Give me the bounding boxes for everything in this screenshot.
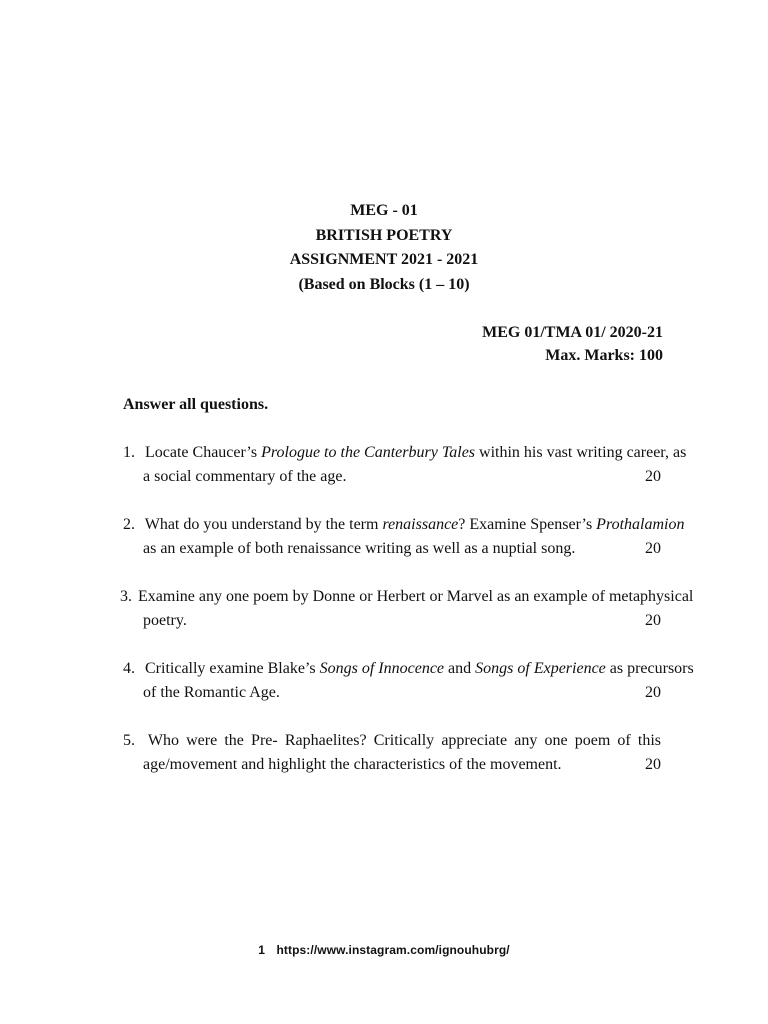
question-text: ? Examine Spenser’s bbox=[458, 516, 597, 533]
question-item bbox=[123, 729, 661, 776]
question-text: Who were the Pre- Raphaelites? Critically appreciate any one poem of this bbox=[147, 732, 662, 749]
question-number: 2. bbox=[123, 516, 135, 533]
question-item bbox=[123, 657, 694, 704]
assignment-title: ASSIGNMENT 2021 - 2021 bbox=[289, 251, 479, 268]
question-item bbox=[123, 441, 687, 488]
question-title-italic: Prothalamion bbox=[596, 516, 685, 533]
question-text: of the Romantic Age. bbox=[143, 683, 280, 701]
question-marks: 20 bbox=[645, 539, 661, 557]
page-footer bbox=[0, 943, 768, 957]
question-line bbox=[123, 537, 661, 561]
instruction: Answer all questions. bbox=[123, 396, 269, 413]
question-text: Locate Chaucer’s bbox=[145, 444, 262, 461]
question-marks: 20 bbox=[645, 611, 661, 629]
question-line bbox=[123, 513, 685, 537]
question-number: 3. bbox=[120, 588, 132, 605]
question-line bbox=[120, 585, 694, 609]
question-line bbox=[123, 609, 661, 633]
question-text: and bbox=[444, 660, 476, 677]
question-text: Examine any one poem by Donne or Herbert or Marvel as an example of metaphysical bbox=[138, 588, 694, 605]
question-text: age/movement and highlight the characteristics of the movement. bbox=[143, 755, 562, 773]
question-number: 5. bbox=[123, 732, 135, 749]
question-text: What do you understand by the term bbox=[144, 516, 383, 533]
question-list bbox=[120, 441, 694, 801]
question-number: 4. bbox=[123, 660, 135, 677]
question-text: as an example of both renaissance writing as well as a nuptial song. bbox=[143, 539, 576, 557]
max-marks: Max. Marks: 100 bbox=[545, 347, 663, 364]
question-item bbox=[120, 585, 694, 632]
question-line bbox=[123, 729, 661, 753]
question-marks: 20 bbox=[645, 683, 661, 701]
question-text: a social commentary of the age. bbox=[143, 467, 347, 485]
question-title-italic: Songs of Innocence bbox=[319, 660, 445, 677]
question-marks: 20 bbox=[645, 467, 661, 485]
question-text: as precursors bbox=[605, 660, 694, 677]
course-code: MEG - 01 bbox=[350, 202, 418, 219]
question-line bbox=[123, 753, 661, 777]
document-header bbox=[0, 199, 768, 297]
question-line bbox=[123, 681, 661, 705]
question-line bbox=[123, 465, 661, 489]
question-number: 1. bbox=[123, 444, 135, 461]
question-item bbox=[123, 513, 685, 560]
tma-code: MEG 01/TMA 01/ 2020-21 bbox=[482, 324, 663, 341]
question-title-italic: Prologue to the Canterbury Tales bbox=[261, 444, 476, 461]
question-term-italic: renaissance bbox=[382, 516, 459, 533]
course-title: BRITISH POETRY bbox=[315, 226, 453, 244]
question-line bbox=[123, 657, 694, 681]
question-text: poetry. bbox=[143, 611, 187, 629]
question-text: within his vast writing career, as bbox=[475, 444, 687, 461]
question-title-italic: Songs of Experience bbox=[475, 660, 606, 677]
page-number: 1 bbox=[258, 943, 266, 957]
question-text: Critically examine Blake’s bbox=[145, 660, 320, 677]
question-marks: 20 bbox=[645, 755, 661, 773]
question-line bbox=[123, 441, 687, 465]
footer-link[interactable]: https://www.instagram.com/ignouhubrg/ bbox=[276, 943, 510, 957]
assignment-meta bbox=[482, 321, 663, 367]
blocks-note: (Based on Blocks (1 – 10) bbox=[298, 275, 470, 293]
